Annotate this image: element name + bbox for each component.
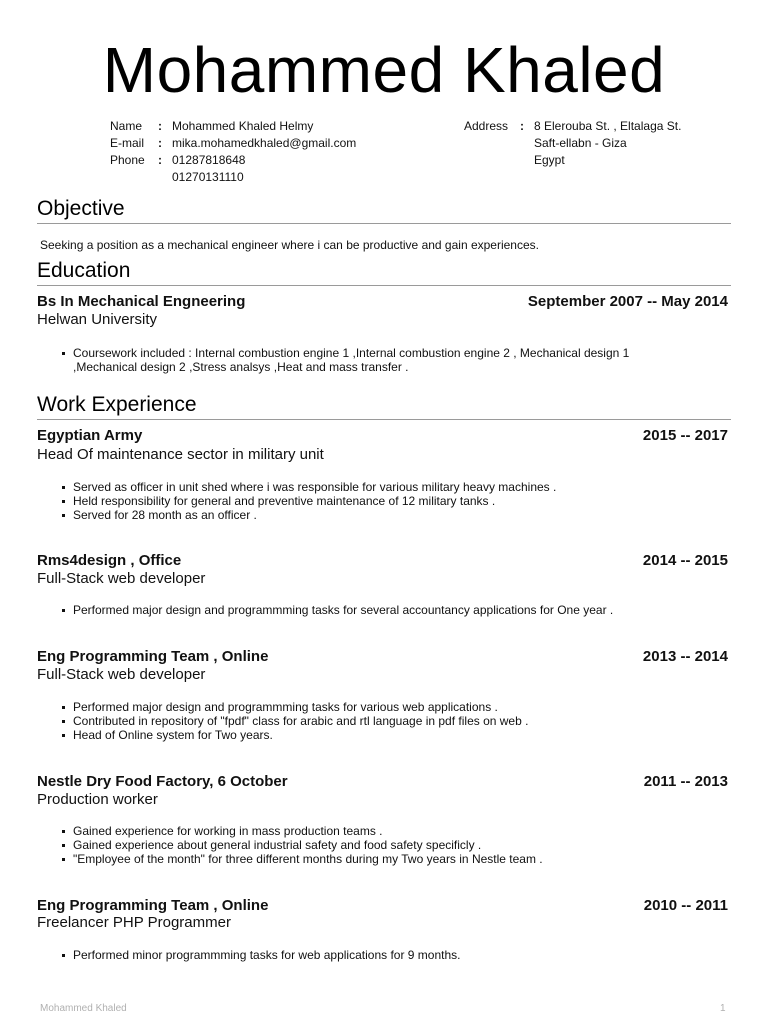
coursework-line-1: Coursework included : Internal combustion engine 1 ,Internal combustion engine 2 , Mechanical design 1 [73, 346, 630, 360]
contact-email-row [110, 135, 356, 152]
job-bullets [62, 948, 722, 962]
list-item: "Employee of the month" for three different months during my Two years in Nestle team . [62, 852, 722, 866]
objective-divider [37, 223, 731, 224]
list-item: Performed minor programmming tasks for web applications for 9 months. [62, 948, 722, 962]
job-dates: 2011 -- 2013 [643, 773, 728, 790]
job-entry-header [37, 647, 728, 667]
education-heading: Education [37, 259, 131, 282]
footer-page-number: 1 [720, 1003, 726, 1014]
contact-address-row-2 [464, 135, 681, 152]
job-role: Production worker [37, 791, 158, 808]
address-line-2: Saft-ellabn - Giza [534, 136, 627, 150]
job-organization: Eng Programming Team , Online [37, 897, 269, 914]
job-role: Full-Stack web developer [37, 666, 206, 683]
footer-author: Mohammed Khaled [40, 1003, 127, 1014]
education-dates: September 2007 -- May 2014 [527, 293, 728, 310]
separator: : [158, 119, 162, 133]
job-entry-header [37, 772, 728, 792]
objective-heading: Objective [37, 197, 125, 220]
separator: : [520, 119, 524, 133]
list-item: Head of Online system for Two years. [62, 728, 722, 742]
school-name: Helwan University [37, 311, 158, 328]
list-item: Performed major design and programmming tasks for various web applications . [62, 700, 722, 714]
coursework-line-2: ,Mechanical design 2 ,Stress analsys ,Heat and mass transfer . [73, 360, 409, 374]
separator: : [158, 136, 162, 150]
contact-address-row [464, 118, 681, 135]
contact-right-block [464, 118, 681, 169]
phone-value-2: 01270131110 [172, 170, 244, 184]
contact-name-row [110, 118, 356, 135]
contact-address-row-3 [464, 152, 681, 169]
contact-left-block [110, 118, 356, 186]
job-bullets [62, 824, 722, 866]
phone-value-1: 01287818648 [172, 153, 246, 167]
list-item [62, 346, 722, 374]
list-item: Gained experience about general industrial safety and food safety specificly . [62, 838, 722, 852]
email-value: mika.mohamedkhaled@gmail.com [172, 136, 357, 150]
job-organization: Egyptian Army [37, 427, 143, 444]
contact-phone-row-2 [110, 169, 356, 186]
list-item: Performed major design and programmming tasks for several accountancy applications for One year . [62, 603, 722, 617]
education-bullets [62, 346, 722, 374]
job-entry-header [37, 551, 728, 571]
job-entry-header [37, 426, 728, 446]
work-divider [37, 419, 731, 420]
phone-label: Phone [110, 153, 145, 167]
list-item: Contributed in repository of "fpdf" class for arabic and rtl language in pdf files on web . [62, 714, 722, 728]
list-item: Served as officer in unit shed where i was responsible for various military heavy machines . [62, 480, 722, 494]
job-dates: 2010 -- 2011 [643, 897, 728, 914]
job-bullets [62, 480, 722, 522]
contact-phone-row [110, 152, 356, 169]
degree-title: Bs In Mechanical Engneering [37, 293, 246, 310]
name-value: Mohammed Khaled Helmy [172, 119, 314, 133]
job-role: Full-Stack web developer [37, 570, 206, 587]
resume-name-title: Mohammed Khaled [102, 34, 666, 106]
address-label: Address [464, 119, 509, 133]
address-line-3: Egypt [534, 153, 565, 167]
objective-text: Seeking a position as a mechanical engineer where i can be productive and gain experiences. [40, 238, 539, 252]
job-organization: Eng Programming Team , Online [37, 648, 269, 665]
address-line-1: 8 Elerouba St. , Eltalaga St. [534, 119, 682, 133]
list-item: Held responsibility for general and preventive maintenance of 12 military tanks . [62, 494, 722, 508]
job-organization: Nestle Dry Food Factory, 6 October [37, 773, 288, 790]
email-label: E-mail [110, 136, 145, 150]
list-item: Served for 28 month as an officer . [62, 508, 722, 522]
work-heading: Work Experience [37, 393, 197, 416]
job-bullets [62, 603, 722, 617]
job-dates: 2013 -- 2014 [642, 648, 728, 665]
separator: : [158, 153, 162, 167]
education-divider [37, 285, 731, 286]
job-bullets [62, 700, 722, 742]
name-label: Name [110, 119, 143, 133]
education-entry-header [37, 292, 728, 312]
job-dates: 2015 -- 2017 [642, 427, 728, 444]
job-role: Freelancer PHP Programmer [37, 914, 231, 931]
job-dates: 2014 -- 2015 [642, 552, 728, 569]
job-organization: Rms4design , Office [37, 552, 182, 569]
job-role: Head Of maintenance sector in military unit [37, 446, 324, 463]
list-item: Gained experience for working in mass production teams . [62, 824, 722, 838]
